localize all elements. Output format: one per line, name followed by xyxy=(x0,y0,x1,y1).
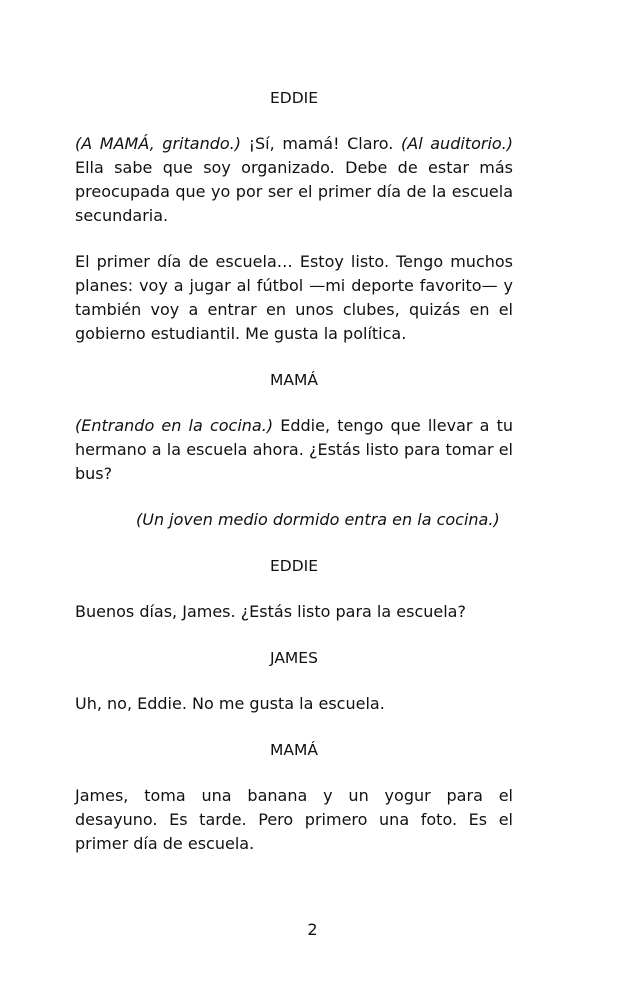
page-number: 2 xyxy=(307,920,318,939)
speaker-mama: MAMÁ xyxy=(270,371,318,389)
stage-direction-inline: (Entrando en la cocina.) xyxy=(75,416,274,435)
stage-direction-inline: (Al auditorio.) xyxy=(401,134,513,153)
mama-dialogue-2: James, toma una banana y un yogur para el desayuno. Es tarde. Pero primero una foto. Es el primer día de escuela. xyxy=(75,786,513,853)
mama-dialogue-1: (Entrando en la cocina.) Eddie, tengo que llevar a tu hermano a la escuela ahora. ¿Estás listo para tomar el bus? xyxy=(75,416,513,483)
eddie-dialogue-2: El primer día de escuela… Estoy listo. Tengo muchos planes: voy a jugar al fútbol —mi deporte favorito— y también voy a entrar en unos clubes, quizás en el gobierno estudiantil. Me gusta la política. xyxy=(75,252,513,343)
speaker-eddie: EDDIE xyxy=(269,89,319,107)
speaker-eddie: EDDIE xyxy=(269,557,319,575)
eddie-dialogue-1: (A MAMÁ, gritando.) ¡Sí, mamá! Claro. (Al auditorio.) Ella sabe que soy organizado. Debe de estar más preocupada que yo por ser el primer día de la escuela secundaria. xyxy=(75,134,513,225)
stage-direction: (Un joven medio dormido entra en la cocina.) xyxy=(136,510,500,529)
stage-direction-inline: (A MAMÁ, gritando.) xyxy=(75,134,241,153)
speaker-james: JAMES xyxy=(270,649,318,667)
speaker-mama: MAMÁ xyxy=(270,741,318,759)
script-body xyxy=(75,86,513,856)
james-dialogue-1: Uh, no, Eddie. No me gusta la escuela. xyxy=(75,694,385,713)
eddie-dialogue-3: Buenos días, James. ¿Estás listo para la escuela? xyxy=(75,602,466,621)
